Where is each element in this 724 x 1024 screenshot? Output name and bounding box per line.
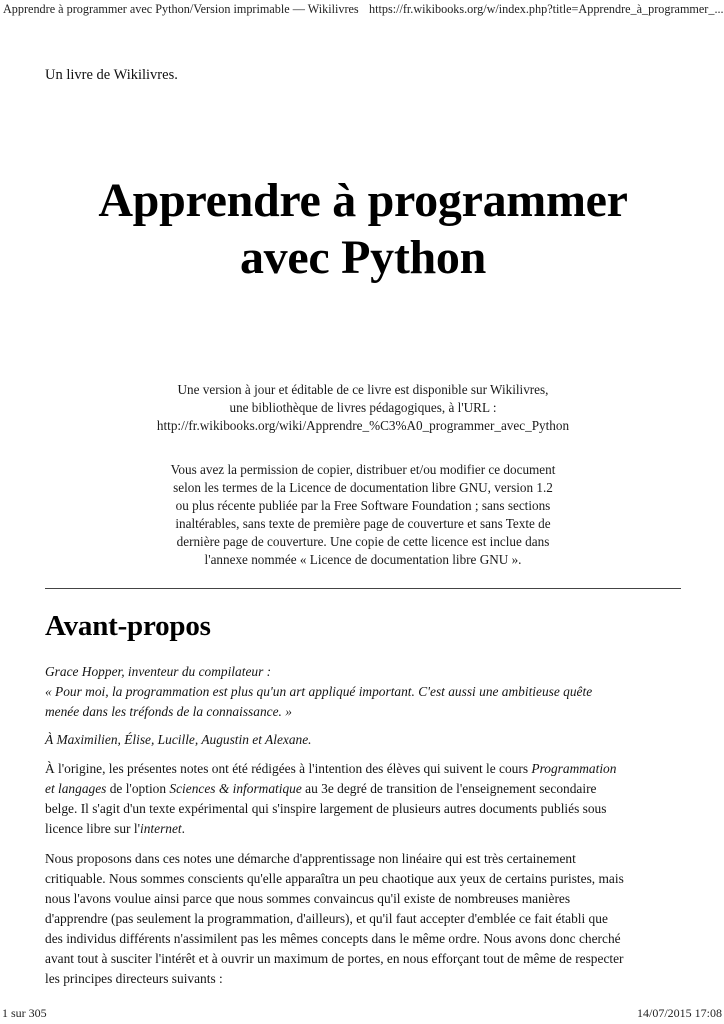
course-name: Programmation	[531, 761, 617, 776]
license-line: inaltérables, sans texte de première page de couverture et sans Texte de	[175, 516, 551, 531]
text-run: au 3e degré de transition de l'enseignement secondaire	[301, 781, 597, 796]
wikibooks-url: http://fr.wikibooks.org/wiki/Apprendre_%C3%A0_programmer_avec_Python	[156, 418, 570, 433]
version-notice	[45, 381, 681, 435]
print-datetime: 14/07/2015 17:08	[636, 1006, 722, 1020]
text-run: .	[181, 821, 186, 836]
dedication-text: À Maximilien, Élise, Lucille, Augustin et Alexane.	[45, 732, 312, 747]
book-title	[45, 172, 681, 286]
epigraph-quote	[45, 662, 685, 722]
license-line: dernière page de couverture. Une copie de cette licence est inclue dans	[176, 534, 550, 549]
emphasis-internet: internet	[140, 821, 182, 836]
license-line: l'annexe nommée « Licence de documentation libre GNU ».	[204, 552, 522, 567]
book-title-line-1: Apprendre à programmer	[98, 174, 628, 227]
paragraph-line	[45, 759, 685, 779]
document-url: https://fr.wikibooks.org/w/index.php?title=Apprendre_à_programmer_...	[369, 2, 724, 16]
paragraph-line: belge. Il s'agit d'un texte expérimental qui s'inspire largement de plusieurs autres documents publiés sous	[45, 801, 607, 816]
version-notice-line: Une version à jour et éditable de ce livre est disponible sur Wikilivres,	[177, 382, 549, 397]
course-name: et langages	[45, 781, 107, 796]
tagline: Un livre de Wikilivres.	[45, 67, 178, 83]
quote-line: menée dans les tréfonds de la connaissance. »	[45, 704, 292, 719]
print-footer	[0, 1005, 724, 1023]
dedication	[45, 730, 685, 750]
version-notice-line: une bibliothèque de livres pédagogiques, à l'URL :	[229, 400, 497, 415]
paragraph-line: critiquable. Nous sommes conscients qu'elle apparaîtra un peu chaotique aux yeux de certains puristes, mais	[45, 871, 624, 886]
license-line: selon les termes de la Licence de documentation libre GNU, version 1.2	[173, 480, 553, 495]
book-title-line-2: avec Python	[239, 231, 486, 284]
paragraph-line: des individus différents n'assimilent pas les mêmes concepts dans le même ordre. Nous avons donc cherché	[45, 931, 621, 946]
paragraph-line: nous l'avons voulue ainsi parce que nous sommes convaincus qu'il existe de nombreuses manières	[45, 891, 571, 906]
paragraph-line: d'apprendre (pas seulement la programmation, d'ailleurs), et qu'il faut accepter d'emblée ce fait établi que	[45, 911, 608, 926]
horizontal-divider	[45, 588, 681, 589]
license-notice	[45, 461, 681, 569]
text-run: de l'option	[106, 781, 170, 796]
license-line: ou plus récente publiée par la Free Software Foundation ; sans sections	[175, 498, 551, 513]
quote-attribution: Grace Hopper, inventeur du compilateur :	[45, 664, 272, 679]
text-run: licence libre sur l'	[45, 821, 140, 836]
license-line: Vous avez la permission de copier, distribuer et/ou modifier ce document	[170, 462, 556, 477]
document-title: Apprendre à programmer avec Python/Version imprimable — Wikilivres	[3, 2, 359, 16]
page-indicator: 1 sur 305	[2, 1006, 47, 1020]
approach-paragraph	[45, 849, 685, 989]
section-title: Avant-propos	[45, 610, 211, 642]
paragraph-line	[45, 819, 685, 839]
paragraph-line: avant tout à susciter l'intérêt et à ouvrir un maximum de portes, en nous efforçant tout de même de respecter	[45, 951, 624, 966]
print-header	[0, 0, 724, 22]
paragraph-line: Nous proposons dans ces notes une démarche d'apprentissage non linéaire qui est très certainement	[45, 851, 576, 866]
origin-paragraph	[45, 759, 685, 839]
paragraph-line: les principes directeurs suivants :	[45, 971, 223, 986]
paragraph-line	[45, 779, 685, 799]
text-run: À l'origine, les présentes notes ont été rédigées à l'intention des élèves qui suivent le cours	[45, 761, 532, 776]
quote-line: « Pour moi, la programmation est plus qu'un art appliqué important. C'est aussi une ambitieuse quête	[45, 684, 593, 699]
option-name: Sciences & informatique	[169, 781, 302, 796]
